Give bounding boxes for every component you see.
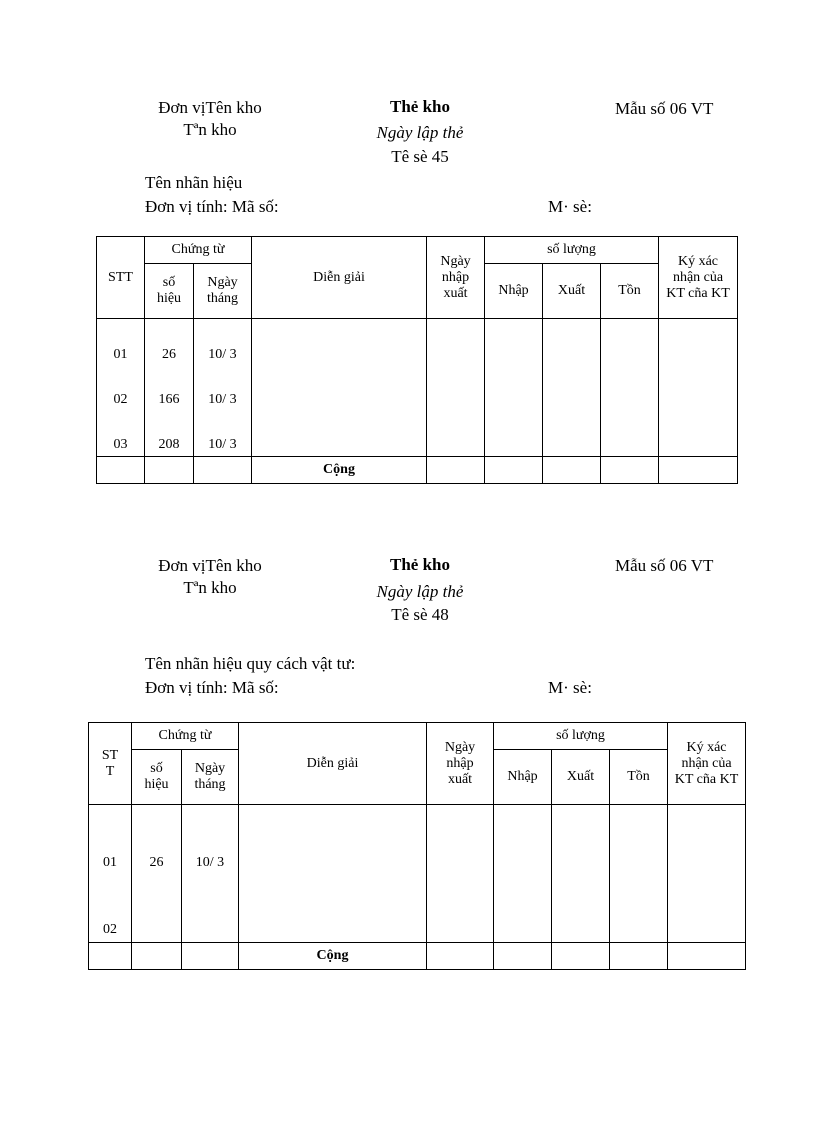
- row-so-hieu: 166: [158, 392, 180, 407]
- row-ngay-thang: 10/ 3: [208, 347, 237, 362]
- col-nhap: Nhập: [494, 750, 552, 805]
- col-ton: Tồn: [610, 750, 668, 805]
- total-cell: [543, 457, 601, 484]
- form-number: Mẫu số 06 VT: [615, 556, 714, 575]
- total-cell: [668, 943, 746, 970]
- total-label: Cộng: [252, 457, 427, 484]
- total-cell: [601, 457, 659, 484]
- total-cell: [182, 943, 239, 970]
- body-cell: [601, 319, 659, 457]
- row-so-hieu: 26: [149, 855, 164, 870]
- total-cell: [427, 943, 494, 970]
- body-cell: [668, 805, 746, 943]
- card-title: Thẻ kho: [390, 555, 450, 574]
- code-line: M· sè:: [548, 197, 592, 216]
- table-body-row: [89, 805, 746, 943]
- row-stt: 03: [113, 437, 128, 452]
- total-cell: [552, 943, 610, 970]
- body-so-hieu: [132, 805, 182, 943]
- total-cell: [494, 943, 552, 970]
- body-cell: [252, 319, 427, 457]
- stock-table: [88, 722, 746, 970]
- body-cell: [494, 805, 552, 943]
- col-dien-giai: Diễn giải: [239, 723, 427, 805]
- product-line: Tên nhãn hiệu quy cách vật tư:: [145, 654, 356, 673]
- row-so-hieu: 26: [162, 347, 176, 362]
- total-cell: [132, 943, 182, 970]
- product-line: Tên nhãn hiệu: [145, 173, 243, 192]
- stock-table: [96, 236, 738, 484]
- form-number: Mẫu số 06 VT: [615, 99, 714, 118]
- body-cell: [543, 319, 601, 457]
- col-so-luong: số lượng: [494, 723, 668, 750]
- col-ky-xac-nhan: Ký xác nhận của KT cña KT: [659, 237, 738, 319]
- row-stt: 02: [103, 922, 117, 937]
- unit-sub: Tªn kho: [183, 578, 237, 597]
- body-cell: [427, 319, 485, 457]
- col-xuat: Xuất: [543, 264, 601, 319]
- total-cell: [659, 457, 738, 484]
- col-ky-xac-nhan: Ký xác nhận của KT cña KT: [668, 723, 746, 805]
- unit-sub: Tªn kho: [183, 120, 237, 139]
- total-cell: [194, 457, 252, 484]
- col-xuat: Xuất: [552, 750, 610, 805]
- total-row: [97, 457, 738, 484]
- card-title: Thẻ kho: [390, 97, 450, 116]
- row-ngay-thang: 10/ 3: [208, 437, 237, 452]
- col-chung-tu: Chứng từ: [132, 723, 239, 750]
- body-cell: [610, 805, 668, 943]
- col-ngay-thang: Ngày tháng: [194, 264, 252, 319]
- col-dien-giai: Diễn giải: [252, 237, 427, 319]
- col-ngay-thang: Ngày tháng: [182, 750, 239, 805]
- col-so-hieu: số hiệu: [145, 264, 194, 319]
- card-number: Tê sè 48: [391, 605, 449, 624]
- date-label: Ngày lập thẻ: [376, 582, 464, 601]
- col-stt: ST T: [89, 723, 132, 805]
- date-label: Ngày lập thẻ: [376, 123, 464, 142]
- body-cell: [485, 319, 543, 457]
- row-stt: 01: [103, 855, 117, 870]
- body-cell: [427, 805, 494, 943]
- col-ton: Tồn: [601, 264, 659, 319]
- unit-label: Đơn vịTên kho: [158, 98, 262, 117]
- body-cell: [552, 805, 610, 943]
- row-stt: 01: [113, 347, 128, 362]
- total-cell: [485, 457, 543, 484]
- unit-line: Đơn vị tính: Mã số:: [145, 678, 279, 697]
- row-ngay-thang: 10/ 3: [195, 855, 225, 870]
- card-number: Tê sè 45: [391, 147, 449, 166]
- col-so-hieu: số hiệu: [132, 750, 182, 805]
- total-cell: [610, 943, 668, 970]
- total-row: [89, 943, 746, 970]
- unit-label: Đơn vịTên kho: [158, 556, 262, 575]
- col-stt: STT: [97, 237, 145, 319]
- col-ngay-nhap-xuat: Ngày nhập xuất: [427, 723, 494, 805]
- table-body-row: [97, 319, 738, 457]
- row-so-hieu: 208: [158, 437, 180, 452]
- body-ngay-thang: [194, 319, 252, 457]
- total-label: Cộng: [239, 943, 427, 970]
- row-ngay-thang: 10/ 3: [208, 392, 237, 407]
- code-line: M· sè:: [548, 678, 592, 697]
- row-stt: 02: [113, 392, 128, 407]
- body-cell: [239, 805, 427, 943]
- col-ngay-nhap-xuat: Ngày nhập xuất: [427, 237, 485, 319]
- total-cell: [427, 457, 485, 484]
- total-cell: [145, 457, 194, 484]
- body-stt: [89, 805, 132, 943]
- body-ngay-thang: [182, 805, 239, 943]
- body-stt: [97, 319, 145, 457]
- total-cell: [97, 457, 145, 484]
- col-so-luong: số lượng: [485, 237, 659, 264]
- col-chung-tu: Chứng từ: [145, 237, 252, 264]
- body-so-hieu: [145, 319, 194, 457]
- body-cell: [659, 319, 738, 457]
- total-cell: [89, 943, 132, 970]
- col-nhap: Nhập: [485, 264, 543, 319]
- unit-line: Đơn vị tính: Mã số:: [145, 197, 279, 216]
